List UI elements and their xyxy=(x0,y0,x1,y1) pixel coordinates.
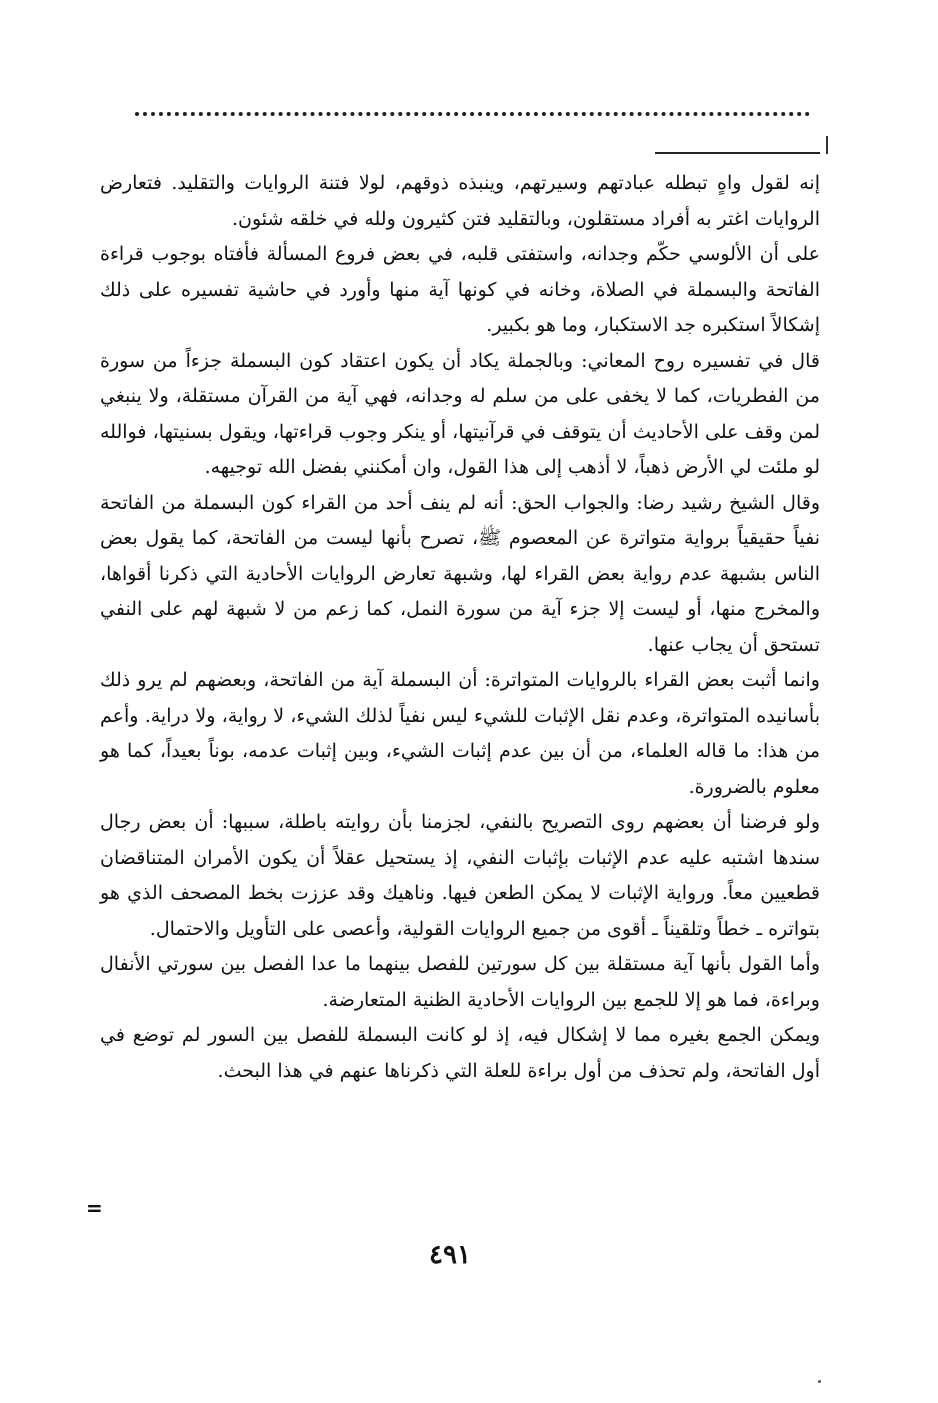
footnote-rule xyxy=(655,152,820,154)
paragraph-5: وانما أثبت بعض القراء بالروايات المتواترة: أن البسملة آية من الفاتحة، وبعضهم لم يرو ذلك بأسانيده المتواترة، وعدم نقل الإثبات للشيء ليس نفياً لذلك الشيء، لا رواية، ولا دراية. وأعم من هذا: ما قاله العلماء، من أن بين عدم إثبات الشيء، وبين إثبات عدمه، بوناً بعيداً، كما هو معلوم بالضرورة. xyxy=(100,669,820,798)
paragraph-1: إنه لقول واهٍ تبطله عبادتهم وسيرتهم، وينبذه ذوقهم، لولا فتنة الروايات والتقليد. فتعارض الروايات اغتر به أفراد مستقلون، وبالتقليد فتن كثيرون ولله في خلقه شئون. xyxy=(100,172,820,230)
paragraph-3: قال في تفسيره روح المعاني: وبالجملة يكاد أن يكون اعتقاد كون البسملة جزءاً من سورة من الفطريات، كما لا يخفى على من سلم له وجدانه، فهي آية من القرآن مستقلة، ولا ينبغي لمن وقف على الأحاديث أن يتوقف في قرآنيتها، أو ينكر وجوب قراءتها، ويقول بسنيتها، فوالله لو ملئت لي الأرض ذهباً، لا أذهب إلى هذا القول، وان أمكنني بفضل الله توجيهه. xyxy=(100,349,820,478)
main-text xyxy=(100,166,820,1089)
paragraph-8: ويمكن الجمع بغيره مما لا إشكال فيه، إذ لو كانت البسملة للفصل بين السور لم توضع في أول الفاتحة، ولم تحذف من أول براءة للعلة التي ذكرناها عنهم في هذا البحث. xyxy=(100,1024,820,1082)
scan-speck xyxy=(818,1380,821,1383)
dotted-separator xyxy=(135,112,810,116)
paragraph-7: وأما القول بأنها آية مستقلة بين كل سورتين للفصل بينهما ما عدا الفصل بين سورتي الأنفال وبراءة، فما هو إلا للجمع بين الروايات الأحادية الظنية المتعارضة. xyxy=(100,953,820,1011)
margin-mark xyxy=(826,136,828,154)
paragraph-2: على أن الألوسي حكّم وجدانه، واستفتى قلبه، في بعض فروع المسألة فأفتاه بوجوب قراءة الفاتحة والبسملة في الصلاة، وخانه في كونها آية منها وأورد في حاشية تفسيره على ذلك إشكالاً استكبره جد الاستكبار، وما هو بكبير. xyxy=(100,243,820,336)
paragraph-4: وقال الشيخ رشيد رضا: والجواب الحق: أنه لم ينف أحد من القراء كون البسملة من الفاتحة نفياً حقيقياً برواية متواترة عن المعصوم ﷺ، تصرح بأنها ليست من الفاتحة، كما يقول بعض الناس بشبهة عدم رواية بعض القراء لها، وشبهة تعارض الروايات الأحادية التي ذكرنا أقواها، والمخرج منها، أو ليست إلا جزء آية من سورة النمل، كما زعم من لا شبهة لهم على النفي تستحق أن يجاب عنها. xyxy=(100,491,820,656)
paragraph-6: ولو فرضنا أن بعضهم روى التصريح بالنفي، لجزمنا بأن روايته باطلة، سببها: أن بعض رجال سندها اشتبه عليه عدم الإثبات بإثبات النفي، إذ يستحيل عقلاً أن يكون الأمران المتناقضان قطعيين معاً. ورواية الإثبات لا يمكن الطعن فيها. وناهيك وقد عززت بخط المصحف الذي هو بتواتره ـ خطاً وتلقيناً ـ أقوى من جميع الروايات القولية، وأعصى على التأويل والاحتمال. xyxy=(100,811,820,940)
page-number: ٤٩١ xyxy=(429,1240,471,1270)
continuation-mark: = xyxy=(86,1196,103,1220)
